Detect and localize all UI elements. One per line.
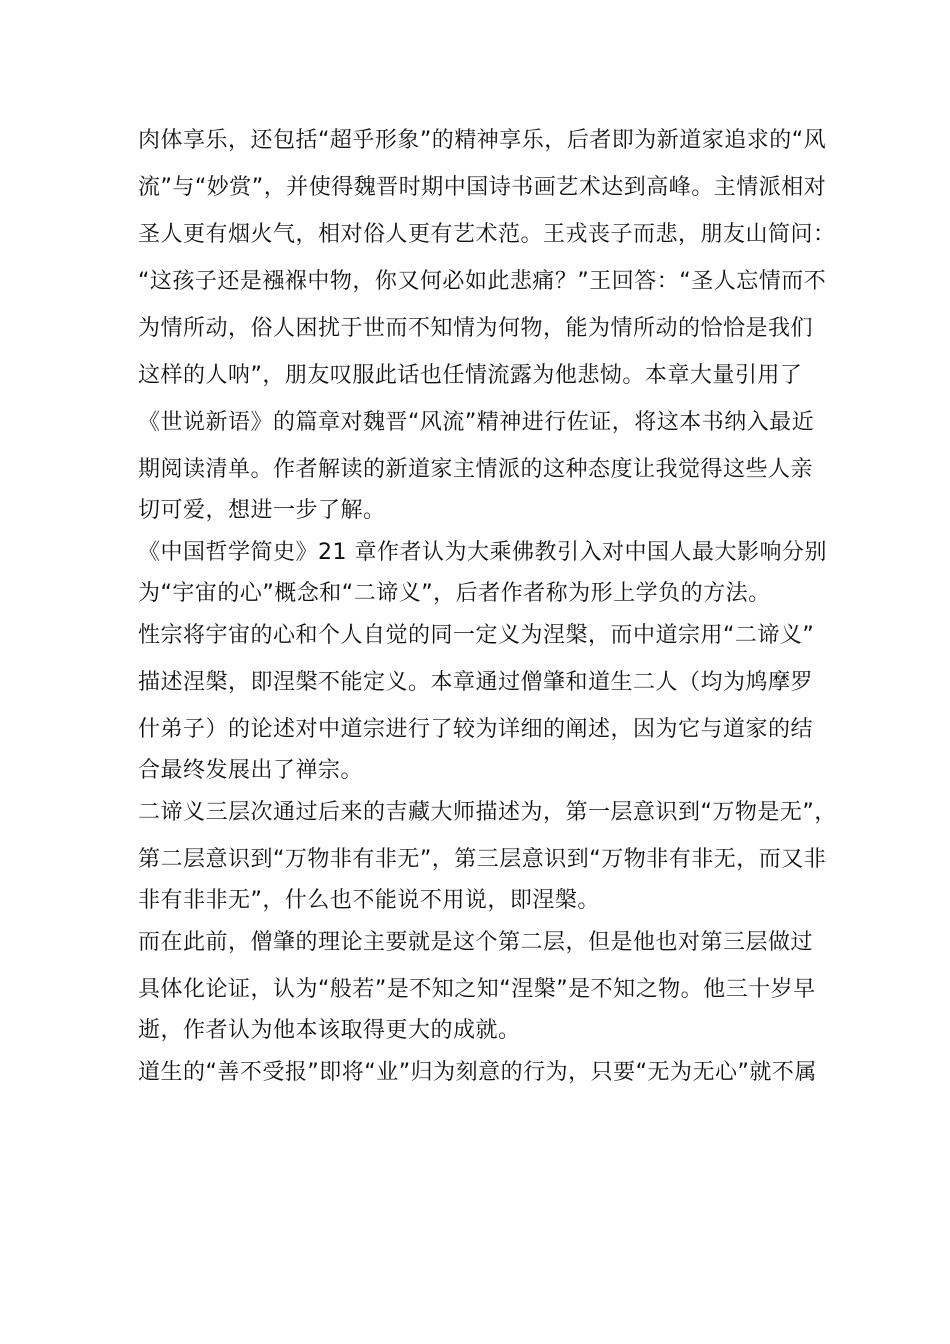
- text-line-10: 《中国哲学简史》21 章作者认为大乘佛教引入对中国人最大影响分别: [138, 540, 827, 565]
- text-line-16: 二谛义三层次通过后来的吉藏大师描述为，第一层意识到“万物是无”，: [138, 800, 837, 825]
- text-line-14: 什弟子）的论述对中道宗进行了较为详细的阐述，因为它与道家的结: [138, 717, 814, 742]
- text-line-11: 为“宇宙的心”概念和“二谛义”，后者作者称为形上学负的方法。: [138, 581, 771, 606]
- text-line-21: 逝，作者认为他本该取得更大的成就。: [138, 1018, 521, 1043]
- text-line-22: 道生的“善不受报”即将“业”归为刻意的行为，只要“无为无心”就不属: [138, 1060, 817, 1085]
- text-line-13: 描述涅槃，即涅槃不能定义。本章通过僧肇和道生二人（均为鸠摩罗: [138, 670, 814, 695]
- text-line-17: 第二层意识到“万物非有非无”，第三层意识到“万物非有非无，而又非: [138, 847, 827, 872]
- text-line-1: 肉体享乐，还包括“超乎形象”的精神享乐，后者即为新道家追求的“风: [138, 128, 827, 153]
- text-line-5: 为情所动，俗人困扰于世而不知情为何物，能为情所动的恰恰是我们: [138, 316, 814, 341]
- text-line-12: 性宗将宇宙的心和个人自觉的同一定义为涅槃，而中道宗用“二谛义”: [138, 623, 815, 648]
- text-line-15: 合最终发展出了禅宗。: [138, 758, 364, 783]
- text-line-6: 这样的人呐”，朋友叹服此话也任情流露为他悲恸。本章大量引用了: [138, 363, 803, 388]
- text-line-8: 期阅读清单。作者解读的新道家主情派的这种态度让我觉得这些人亲: [138, 457, 814, 482]
- text-line-18: 非有非非无”，什么也不能说不用说，即涅槃。: [138, 888, 600, 913]
- text-line-7: 《世说新语》的篇章对魏晋“风流”精神进行佐证，将这本书纳入最近: [138, 410, 815, 435]
- text-line-2: 流”与“妙赏”，并使得魏晋时期中国诗书画艺术达到高峰。主情派相对: [138, 175, 827, 200]
- text-line-19: 而在此前，僧肇的理论主要就是这个第二层，但是他也对第三层做过: [138, 930, 814, 955]
- text-line-9: 切可爱，想进一步了解。: [138, 498, 386, 523]
- body-text: [138, 117, 837, 1096]
- text-line-4: “这孩子还是襁褓中物，你又何必如此悲痛？”王回答：“圣人忘情而不: [138, 269, 827, 294]
- text-line-20: 具体化论证，认为“般若”是不知之知“涅槃”是不知之物。他三十岁早: [138, 977, 816, 1002]
- text-line-3: 圣人更有烟火气，相对俗人更有艺术范。王戎丧子而悲，朋友山简问：: [138, 222, 836, 247]
